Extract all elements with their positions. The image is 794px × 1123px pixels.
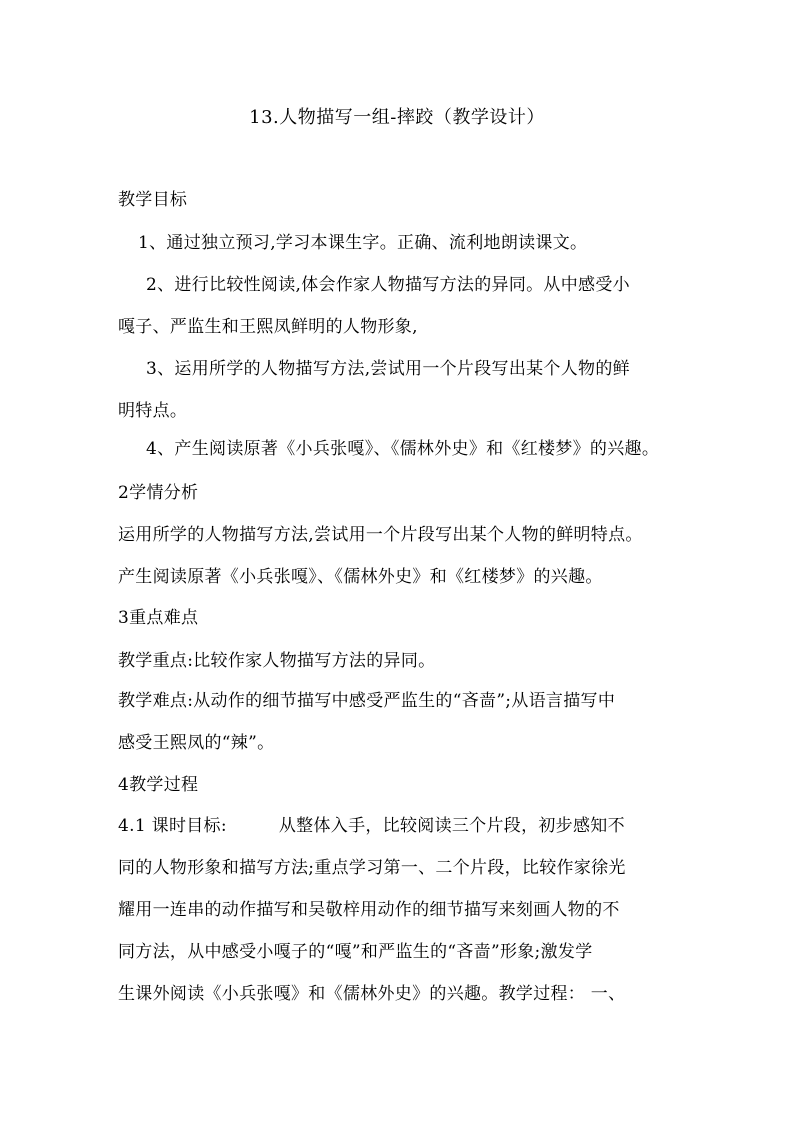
analysis-line-1: 运用所学的人物描写方法,尝试用一个片段写出某个人物的鲜明特点。 bbox=[118, 525, 643, 545]
document-title: 13.人物描写一组-摔跤（教学设计） bbox=[249, 107, 545, 128]
goal-item-4: 4、产生阅读原著《小兵张嘎》、《儒林外史》和《红楼梦》的兴趣。 bbox=[146, 439, 660, 459]
process-line-1 bbox=[118, 813, 625, 839]
goal-item-1: 1、通过独立预习,学习本课生字。正确、流利地朗读课文。 bbox=[138, 233, 588, 253]
process-text: 从整体入手，比较阅读三个片段，初步感知不 bbox=[278, 816, 625, 836]
goal-item-3-cont: 明特点。 bbox=[118, 401, 188, 421]
difficulty-line-1: 教学难点:从动作的细节描写中感受严监生的“吝啬”;从语言描写中 bbox=[118, 691, 616, 711]
process-line-5: 生课外阅读《小兵张嘎》和《儒林外史》的兴趣。教学过程： 一、 bbox=[118, 984, 626, 1004]
key-point: 教学重点:比较作家人物描写方法的异同。 bbox=[118, 651, 436, 671]
goal-item-3: 3、运用所学的人物描写方法,尝试用一个片段写出某个人物的鲜 bbox=[146, 359, 630, 379]
section-heading-goals: 教学目标 bbox=[118, 190, 188, 210]
process-line-3: 耀用一连串的动作描写和吴敬梓用动作的细节描写来刻画人物的不 bbox=[118, 900, 620, 920]
process-line-4: 同方法，从中感受小嘎子的“嘎”和严监生的“吝啬”形象;激发学 bbox=[118, 942, 593, 962]
goal-item-2: 2、进行比较性阅读,体会作家人物描写方法的异同。从中感受小 bbox=[146, 275, 630, 295]
goal-item-2-cont: 嘎子、严监生和王熙凤鲜明的人物形象, bbox=[118, 317, 418, 337]
process-line-2: 同的人物形象和描写方法;重点学习第一、二个片段，比较作家徐光 bbox=[118, 858, 626, 878]
process-label: 4.1 课时目标: bbox=[118, 816, 227, 836]
section-heading-key-points: 3重点难点 bbox=[118, 608, 199, 628]
analysis-line-2: 产生阅读原著《小兵张嘎》、《儒林外史》和《红楼梦》的兴趣。 bbox=[118, 567, 603, 587]
section-heading-analysis: 2学情分析 bbox=[118, 483, 199, 503]
difficulty-line-2: 感受王熙凤的“辣”。 bbox=[118, 733, 275, 753]
section-heading-process: 4教学过程 bbox=[118, 775, 199, 795]
